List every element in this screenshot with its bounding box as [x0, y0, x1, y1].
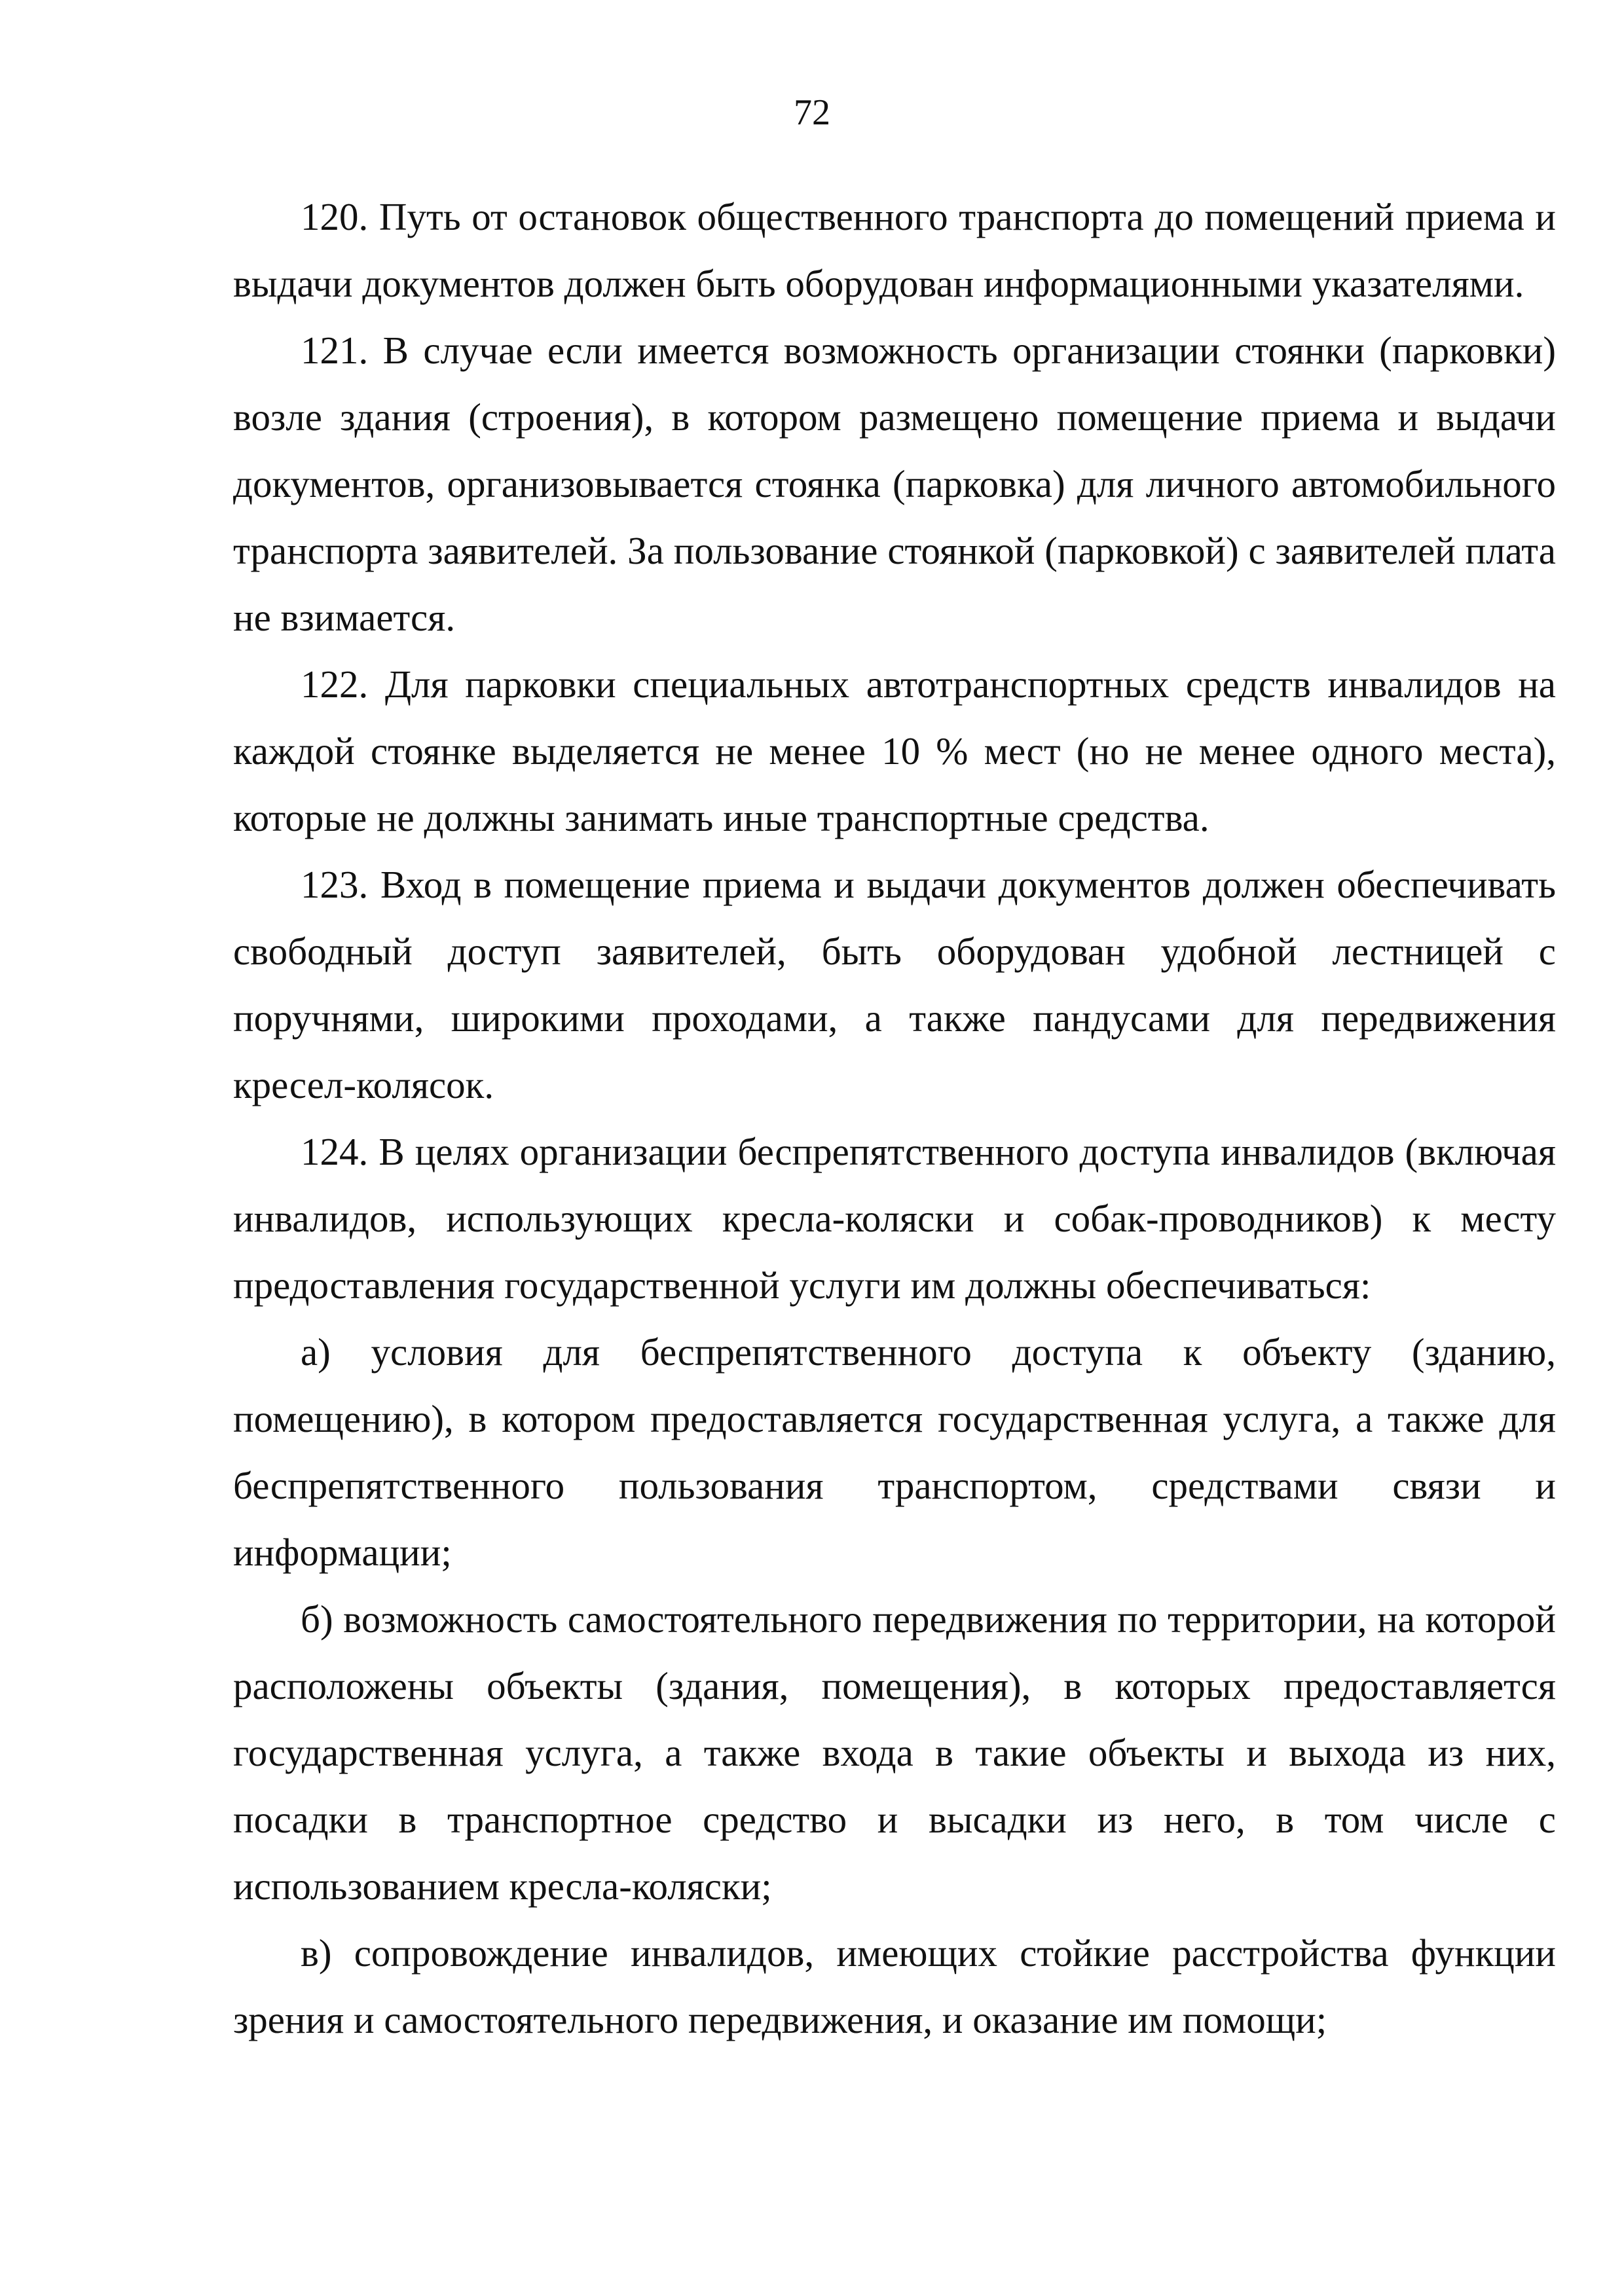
page-number: 72 [794, 92, 830, 133]
paragraph-124-a: а) условия для беспрепятственного доступа к объекту (зданию, помещению), в котором предоставляется государственная услуга, а также для беспрепятственного пользования транспортом, средствами связи и информации; [233, 1330, 1556, 1574]
paragraph-124-v: в) сопровождение инвалидов, имеющих стойкие расстройства функции зрения и самостоятельного передвижения, и оказание им помощи; [233, 1931, 1556, 2041]
paragraph-121: 121. В случае если имеется возможность организации стоянки (парковки) возле здания (строения), в котором размещено помещение приема и выдачи документов, организовывается стоянка (парковка) для личного автомобильного транспорта заявителей. За пользование стоянкой (парковкой) с заявителей плата не взимается. [233, 329, 1556, 639]
paragraph-124-b: б) возможность самостоятельного передвижения по территории, на которой расположены объекты (здания, помещения), в которых предоставляется государственная услуга, а также входа в такие объекты и выхода из них, посадки в транспортное средство и высадки из него, в том числе с использованием кресла-коляски; [233, 1597, 1556, 1908]
paragraph-122: 122. Для парковки специальных автотранспортных средств инвалидов на каждой стоянке выделяется не менее 10 % мест (но не менее одного места), которые не должны занимать иные транспортные средства. [233, 663, 1556, 839]
paragraph-123: 123. Вход в помещение приема и выдачи документов должен обеспечивать свободный доступ заявителей, быть оборудован удобной лестницей с поручнями, широкими проходами, а также пандусами для передвижения кресел-колясок. [233, 863, 1556, 1106]
document-body [233, 183, 1556, 2053]
paragraph-120: 120. Путь от остановок общественного транспорта до помещений приема и выдачи документов должен быть оборудован информационными указателями. [233, 195, 1556, 305]
paragraph-124: 124. В целях организации беспрепятственного доступа инвалидов (включая инвалидов, использующих кресла-коляски и собак-проводников) к месту предоставления государственной услуги им должны обеспечиваться: [233, 1130, 1556, 1307]
